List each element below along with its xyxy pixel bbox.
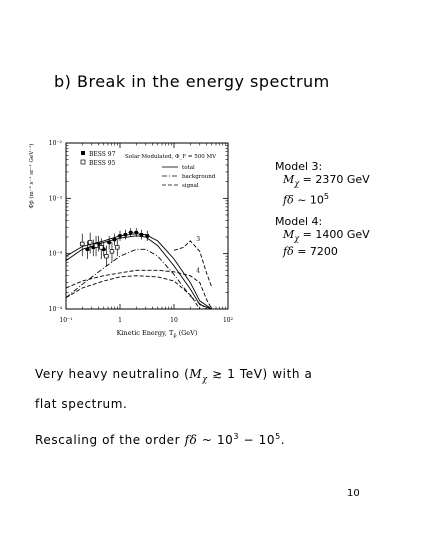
data-point-bess95 bbox=[80, 242, 84, 246]
legend-bess97-label: BESS 97 bbox=[89, 151, 116, 158]
legend-total-label: total bbox=[182, 165, 195, 171]
y-tick-label: 10⁻⁴ bbox=[48, 250, 62, 258]
legend-bess95-marker bbox=[81, 160, 85, 164]
data-point-bess97 bbox=[124, 233, 127, 236]
data-point-bess97 bbox=[146, 234, 149, 237]
text-line-1-math-m: M bbox=[189, 367, 203, 381]
model-3-f-symbol: fδ bbox=[283, 193, 294, 207]
curve-label-model-3: 3 bbox=[196, 235, 201, 243]
text-line-3-rel: ~ 10 bbox=[197, 433, 234, 447]
text-line-3 bbox=[35, 432, 285, 447]
y-tick-label: 10⁻² bbox=[48, 140, 62, 147]
data-point-bess95 bbox=[110, 250, 114, 254]
curve-background-4 bbox=[66, 249, 207, 309]
data-point-bess97 bbox=[118, 234, 121, 237]
curve-signal-6 bbox=[66, 276, 200, 309]
legend-bess95-label: BESS 95 bbox=[89, 160, 116, 167]
text-line-3-suffix: . bbox=[280, 433, 286, 447]
model-4-f-value: = 7200 bbox=[293, 245, 338, 259]
model-4-block bbox=[275, 215, 370, 258]
slide-title: b) Break in the energy spectrum bbox=[54, 72, 330, 91]
x-tick-label: 10² bbox=[222, 317, 234, 324]
data-point-bess97 bbox=[86, 248, 89, 251]
model-4-mass-value: = 1400 GeV bbox=[299, 228, 370, 241]
page-number: 10 bbox=[347, 488, 360, 499]
curve-signal-7 bbox=[174, 241, 212, 287]
data-point-bess95 bbox=[115, 246, 119, 250]
legend-background-label: background bbox=[182, 174, 216, 180]
data-point-bess97 bbox=[107, 241, 110, 244]
y-axis-title: Φp̄ (m⁻² s⁻¹ sr⁻¹ GeV⁻¹) bbox=[29, 143, 35, 209]
data-point-bess95 bbox=[88, 241, 92, 245]
data-point-bess95 bbox=[94, 244, 98, 248]
text-line-3-exp2: 5 bbox=[275, 432, 281, 441]
y-tick-label: 10⁻³ bbox=[48, 195, 62, 203]
x-axis-title-unit: (GeV) bbox=[176, 329, 198, 337]
x-tick-label: 1 bbox=[118, 317, 122, 324]
text-line-3-math: fδ bbox=[184, 433, 198, 447]
model-4-mass bbox=[275, 228, 370, 245]
model-3-block bbox=[275, 160, 370, 207]
text-line-3-prefix: Rescaling of the order bbox=[35, 433, 185, 447]
text-line-2: flat spectrum. bbox=[35, 397, 128, 411]
curve-signal-5 bbox=[66, 270, 212, 309]
x-tick-label: 10⁻¹ bbox=[59, 317, 73, 324]
model-3-mass-symbol: M bbox=[283, 173, 295, 186]
text-line-3-mid: − 10 bbox=[239, 433, 276, 447]
model-3-heading: Model 3: bbox=[275, 160, 323, 173]
x-axis-title-sub: p̄ bbox=[173, 333, 177, 339]
x-axis-title bbox=[117, 329, 198, 339]
curve-total-2 bbox=[66, 234, 212, 309]
model-3-mass-sub: χ bbox=[294, 179, 300, 189]
model-4-f-symbol: fδ bbox=[283, 245, 294, 259]
plot-frame bbox=[66, 143, 228, 309]
text-line-1-prefix: Very heavy neutralino ( bbox=[35, 367, 190, 381]
model-3-f-value: ~ 10 bbox=[293, 193, 324, 207]
curve-label-model-4: 4 bbox=[196, 267, 201, 275]
data-point-bess97 bbox=[135, 231, 138, 234]
data-point-bess95 bbox=[99, 246, 103, 250]
legend-bess97-marker bbox=[81, 151, 85, 155]
model-4-mass-sub: χ bbox=[294, 234, 300, 244]
data-point-bess97 bbox=[140, 233, 143, 236]
solar-modulation-label: Solar Modulated, Φ_F = 500 MV bbox=[125, 154, 217, 160]
legend-signal-label: signal bbox=[182, 183, 199, 189]
curve-total-3 bbox=[66, 236, 212, 309]
model-3-f-exp: 5 bbox=[323, 192, 330, 202]
model-4-mass-symbol: M bbox=[283, 228, 295, 241]
text-line-3-exp1: 3 bbox=[233, 432, 240, 441]
model-3-mass bbox=[275, 173, 370, 190]
text-line-1-math-sub: χ bbox=[202, 374, 208, 384]
y-tick-label: 10⁻⁴ bbox=[48, 306, 62, 313]
text-line-1 bbox=[35, 367, 312, 383]
data-point-bess97 bbox=[129, 231, 132, 234]
data-point-bess95 bbox=[105, 254, 109, 258]
model-4-heading: Model 4: bbox=[275, 215, 323, 228]
model-3-mass-value: = 2370 GeV bbox=[299, 173, 370, 186]
text-line-1-math-rel: ≳ bbox=[207, 367, 228, 381]
data-point-bess97 bbox=[113, 238, 116, 241]
text-line-1-suffix: 1 TeV) with a bbox=[227, 367, 313, 381]
model-3-f bbox=[275, 190, 370, 207]
model-4-f bbox=[275, 245, 370, 258]
x-tick-label: 10 bbox=[170, 317, 178, 324]
x-axis-title-main: Kinetic Energy, T bbox=[116, 329, 174, 337]
